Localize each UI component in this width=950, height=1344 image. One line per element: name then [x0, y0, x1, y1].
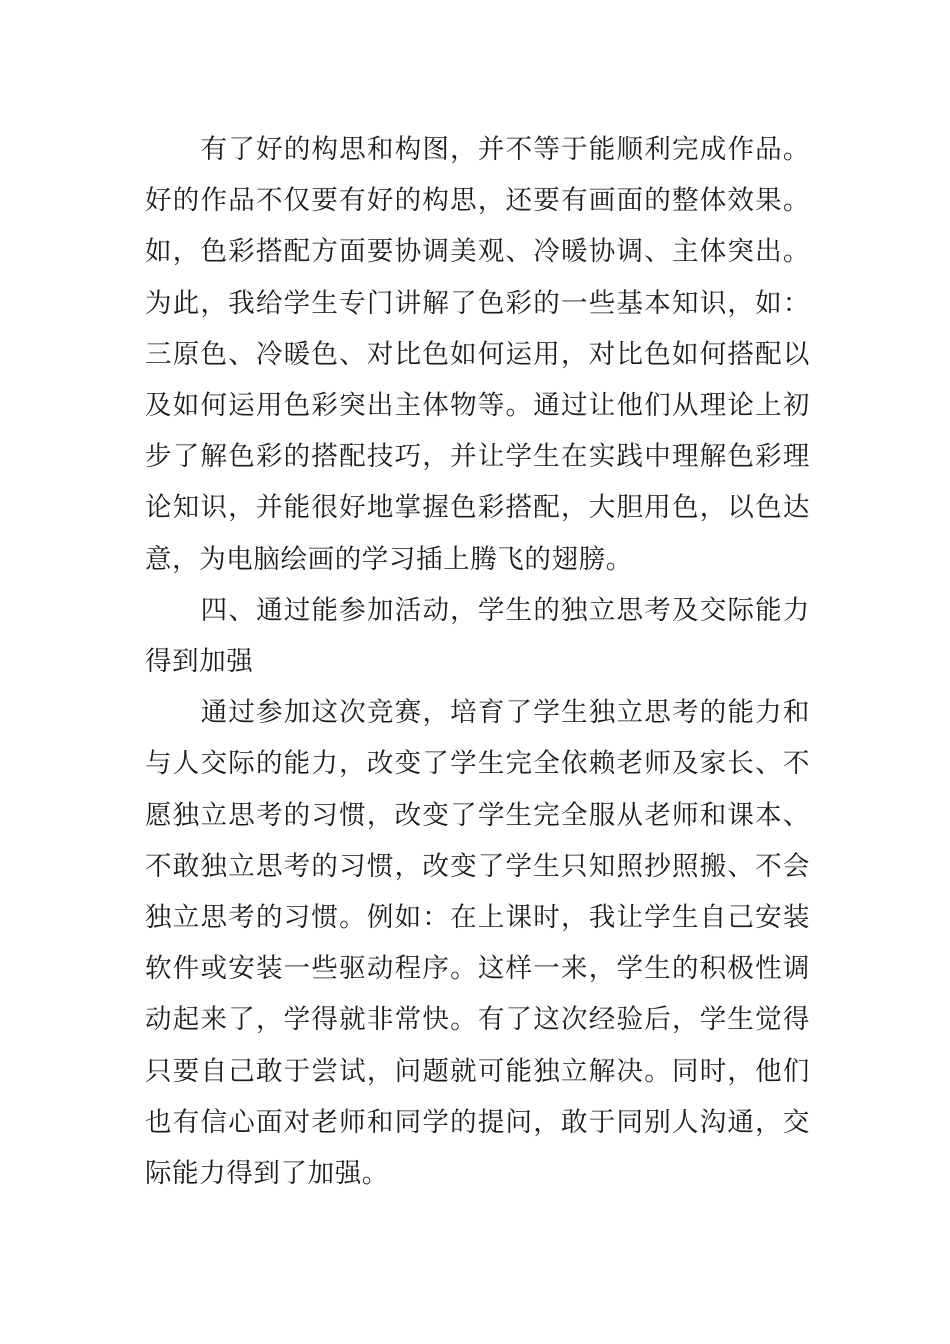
- paragraph-independent-thinking: 通过参加这次竞赛，培育了学生独立思考的能力和与人交际的能力，改变了学生完全依赖老师及家长、不愿独立思考的习惯，改变了学生完全服从老师和课本、不敢独立思考的习惯，改变了学生只知照抄照搬、不会独立思考的习惯。例如：在上课时，我让学生自己安装软件或安装一些驱动程序。这样一来，学生的积极性调动起来了，学得就非常快。有了这次经验后，学生觉得只要自己敢于尝试，问题就可能独立解决。同时，他们也有信心面对老师和同学的提问，敢于同别人沟通，交际能力得到了加强。: [145, 697, 810, 1190]
- paragraph-color-techniques: 有了好的构思和构图，并不等于能顺利完成作品。好的作品不仅要有好的构思，还要有画面的整体效果。如，色彩搭配方面要协调美观、冷暖协调、主体突出。为此，我给学生专门讲解了色彩的一些基本知识，如：三原色、冷暖色、对比色如何运用，对比色如何搭配以及如何运用色彩突出主体物等。通过让他们从理论上初步了解色彩的搭配技巧，并让学生在实践中理解色彩理论知识，并能很好地掌握色彩搭配，大胆用色，以色达意，为电脑绘画的学习插上腾飞的翅膀。: [145, 134, 810, 575]
- document-body: [145, 124, 810, 1199]
- section-heading-four: 四、通过能参加活动，学生的独立思考及交际能力得到加强: [145, 594, 810, 678]
